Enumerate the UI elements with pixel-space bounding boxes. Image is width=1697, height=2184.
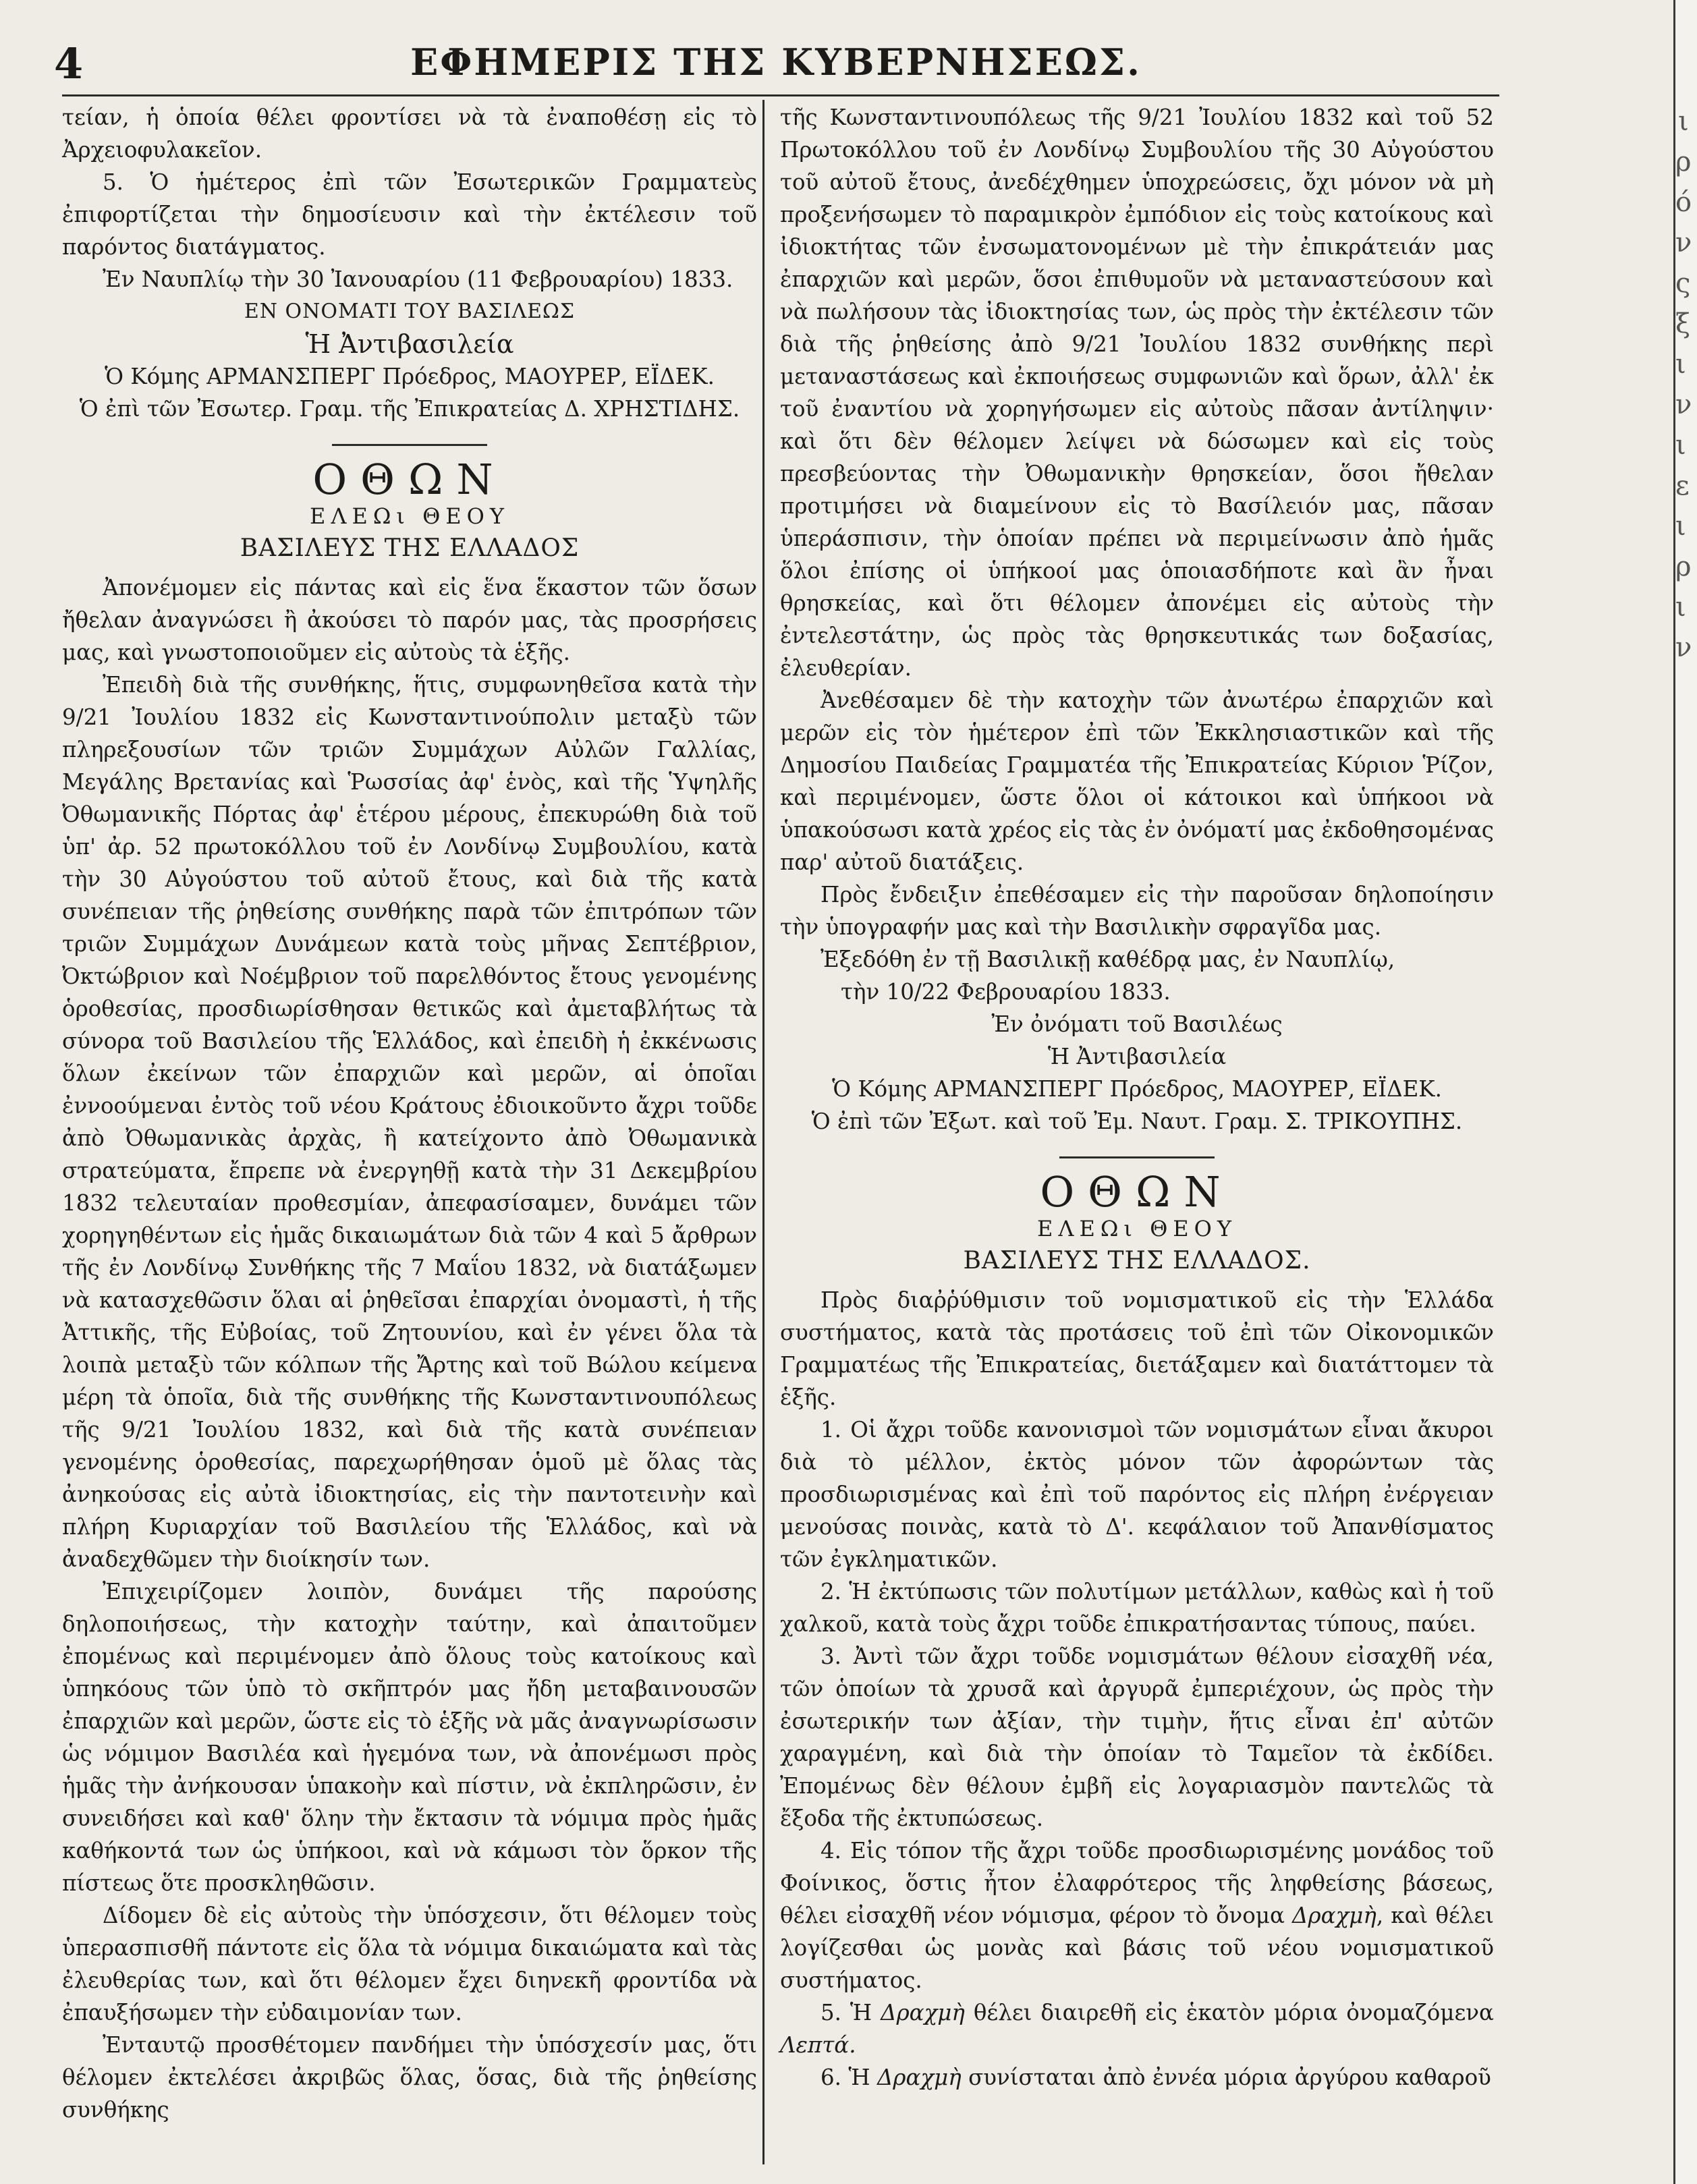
article: 3. Ἀντὶ τῶν ἄχρι τοῦδε νομισμάτων θέλουν εἰσαχθῆ νέα, τῶν ὁποίων τὰ χρυσᾶ καὶ ἀργυρᾶ ἐμπεριέχουν, ὡς πρὸς τὴν ἐσωτερικήν των ἀξίαν, τὴν τιμὴν, ἥτις εἶναι ἐπ' αὐτῶν χαραγμένη, καὶ διὰ τὴν ὁποίαν τὸ Ταμεῖον τὰ ἐκδίδει. Ἐπομένως δὲν θέλουν ἐμβῆ εἰς λογαριασμὸν παντελῶς τὰ ἔξοδα τῆς ἐκτυπώσεως. (780, 1644, 1494, 1831)
article: 2. Ἡ ἐκτύπωσις τῶν πολυτίμων μετάλλων, καθὼς καὶ ἡ τοῦ χαλκοῦ, κατὰ τοὺς ἄχρι τοῦδε ἐπικρατήσαντας τύπους, παύει. (780, 1579, 1494, 1637)
paragraph: Ἐξεδόθη ἐν τῇ Βασιλικῇ καθέδρᾳ μας, ἐν Ναυπλίῳ, (820, 947, 1395, 972)
regency-heading: Ἡ Ἀντιβασιλεία (1047, 1044, 1227, 1069)
signature-line: Ὁ ἐπὶ τῶν Ἐσωτερ. Γραμ. τῆς Ἐπικρατείας Δ. ΧΡΗΣΤΙΔΗΣ. (79, 396, 740, 422)
page-number: 4 (54, 39, 84, 88)
column-divider (762, 100, 764, 2164)
king-name: ΟΘΩΝ (312, 455, 507, 504)
king-title: ΒΑΣΙΛΕΥΣ ΤΗΣ ΕΛΛΑΔΟΣ. (963, 1247, 1311, 1275)
header-rule (62, 94, 1499, 96)
by-grace-of-god: ΕΛΕΩι ΘΕΟΥ (1036, 1216, 1237, 1241)
decree-date: τὴν 10/22 Φεβρουαρίου 1833. (841, 979, 1171, 1005)
paragraph: Ἐνταυτῷ προσθέτομεν πανδήμει τὴν ὑπόσχεσίν μας, ὅτι θέλομεν ἐκτελέσει ἀκριβῶς ὅλας, ὅσας, διὰ τῆς ῥηθείσης συνθήκης (62, 2032, 757, 2123)
article-text: 5. Ἡ (820, 2000, 872, 2025)
adjacent-page-edge: ι ρ ό ν ς ξ ι ν ι ε ι ρ ι ν (1673, 0, 1697, 2184)
by-grace-of-god: ΕΛΕΩι ΘΕΟΥ (309, 503, 510, 529)
article-text: , καὶ θέλει λογίζεσθαι ὡς μονὰς καὶ βάσις τοῦ νέου νομισματικοῦ συστήματος. (780, 1903, 1494, 1993)
article: 1. Οἱ ἄχρι τοῦδε κανονισμοὶ τῶν νομισμάτων εἶναι ἄκυροι διὰ τὸ μέλλον, ἐκτὸς μόνον τῶν ἀφορώντων τὰς προσδιωρισμένας καὶ ἐπὶ τοῦ παρόντος εἰς πλήρη ἐνέργειαν μενούσας ποινὰς, κατὰ τὸ Δ'. κεφάλαιον τοῦ Ἀπανθίσματος τῶν ἐγκληματικῶν. (780, 1417, 1494, 1572)
left-column (62, 101, 757, 2126)
paragraph: Πρὸς διαῤῥύθμισιν τοῦ νομισματικοῦ εἰς τὴν Ἑλλάδα συστήματος, κατὰ τὰς προτάσεις τοῦ ἐπὶ τῶν Οἰκονομικῶν Γραμματέως τῆς Ἐπικρατείας, διετάξαμεν καὶ διατάττομεν τὰ ἑξῆς. (780, 1287, 1494, 1410)
article-text: θέλει διαιρεθῆ εἰς ἑκατὸν μόρια ὀνομαζόμενα (973, 2000, 1494, 2025)
right-column (780, 101, 1494, 2094)
currency-term: Λεπτά. (780, 2032, 856, 2058)
article-text: συνίσταται ἀπὸ ἐννέα μόρια ἀργύρου καθαροῦ (968, 2065, 1491, 2090)
running-head-title: ΕΦΗΜΕΡΙΣ ΤΗΣ ΚΥΒΕΡΝΗΣΕΩΣ. (410, 40, 1142, 84)
currency-term: Δραχμὴ (1292, 1903, 1376, 1928)
paragraph: Ἐπειδὴ διὰ τῆς συνθήκης, ἥτις, συμφωνηθεῖσα κατὰ τὴν 9/21 Ἰουλίου 1832 εἰς Κωνσταντινούπολιν μεταξὺ τῶν πληρεξουσίων τῶν τριῶν Συμμάχων Αὐλῶν Γαλλίας, Μεγάλης Βρετανίας καὶ Ῥωσσίας ἀφ' ἑνὸς, καὶ τῆς Ὑψηλῆς Ὀθωμανικῆς Πόρτας ἀφ' ἑτέρου μέρους, ἐπεκυρώθη διὰ τοῦ ὑπ' ἀρ. 52 πρωτοκόλλου τοῦ ἐν Λονδίνῳ Συμβουλίου, κατὰ τὴν 30 Αὐγούστου τοῦ αὐτοῦ ἔτους, καὶ διὰ τῆς κατὰ συνέπειαν τῆς ῥηθείσης συνθήκης παρὰ τῶν ἐπιτρόπων τῶν τριῶν Συμμάχων Δυνάμεων κατὰ τοὺς μῆνας Σεπτέβριον, Ὀκτώβριον καὶ Νοέμβριον τοῦ παρελθόντος ἔτους γενομένης ὁροθεσίας, προσδιωρίσθησαν θετικῶς καὶ ἀμεταβλήτως τὰ σύνορα τοῦ Βασιλείου τῆς Ἑλλάδος, καὶ ἐπειδὴ ἡ ἐκκένωσις ὅλων ἐκείνων τῶν ἐπαρχιῶν καὶ μερῶν, αἱ ὁποῖαι ἐννοούμεναι ἐντὸς τοῦ νέου Κράτους ἐδιοικοῦντο ἄχρι τοῦδε ἀπὸ Ὀθωμανικὰς ἀρχὰς, ἢ κατείχοντο ἀπὸ Ὀθωμανικὰ στρατεύματα, ἔπρεπε νὰ ἐνεργηθῇ κατὰ τὴν 31 Δεκεμβρίου 1832 τελευταίαν προθεσμίαν, ἀπεφασίσαμεν, δυνάμει τῶν χορηγηθέντων εἰς ἡμᾶς δικαιωμάτων διὰ τῶν 4 καὶ 5 ἄρθρων τῆς ἐν Λονδίνῳ Συνθήκης τῆς 7 Μαΐου 1832, νὰ διατάξωμεν νὰ κατασχεθῶσιν ὅλαι αἱ ῥηθεῖσαι ἐπαρχίαι ὀνομαστὶ, ἡ τῆς Ἀττικῆς, τῆς Εὐβοίας, τοῦ Ζητουνίου, καὶ ἐν γένει ὅλα τὰ λοιπὰ μεταξὺ τῶν κόλπων τῆς Ἄρτης καὶ τοῦ Βώλου κείμενα μέρη τὰ ὁποῖα, διὰ τῆς συνθήκης τῆς Κωνσταντινουπόλεως τῆς 9/21 Ἰουλίου 1832, καὶ διὰ τῆς κατὰ συνέπειαν γενομένης ὁροθεσίας, παρεχωρήθησαν ὁμοῦ μὲ ὅλας τὰς ἀνηκούσας εἰς αὐτὰ ἰδιοκτησίας, εἰς τὴν παντοτεινὴν καὶ πλήρη Κυριαρχίαν τοῦ Βασιλείου τῆς Ἑλλάδος, καὶ νὰ ἀναδεχθῶμεν τὴν διοίκησίν των. (62, 672, 757, 1572)
in-name-of-king: Ἐν ὀνόματι τοῦ Βασιλέως (991, 1011, 1283, 1037)
regency-heading: Ἡ Ἀντιβασιλεία (305, 329, 514, 359)
article (780, 2061, 1494, 2094)
paragraph: 5. Ὁ ἡμέτερος ἐπὶ τῶν Ἐσωτερικῶν Γραμματεὺς ἐπιφορτίζεται τὴν δημοσίευσιν καὶ τὴν ἐκτέλεσιν τοῦ παρόντος διατάγματος. (62, 169, 757, 260)
currency-term: Δραχμὴ (877, 2065, 962, 2090)
article (780, 1996, 1494, 2061)
signature-line: Ὁ Κόμης ΑΡΜΑΝΣΠΕΡΓ Πρόεδρος, ΜΑΟΥΡΕΡ, ΕΪΔΕΚ. (105, 364, 715, 389)
paragraph: Ἀπονέμομεν εἰς πάντας καὶ εἰς ἕνα ἕκαστον τῶν ὅσων ἤθελαν ἀναγνώσει ἢ ἀκούσει τὸ παρόν μας, τὰς προσρήσεις μας, καὶ γνωστοποιοῦμεν εἰς αὐτοὺς τὰ ἑξῆς. (62, 575, 757, 665)
paragraph: Ἐπιχειρίζομεν λοιπὸν, δυνάμει τῆς παρούσης δηλοποιήσεως, τὴν κατοχὴν ταύτην, καὶ ἀπαιτοῦμεν ἐπομένως καὶ περιμένομεν ἀπὸ ὅλους τοὺς κατοίκους καὶ ὑπηκόους τῶν ὑπὸ τὸ σκῆπτρόν μας ἤδη μεταβαινουσῶν ἐπαρχιῶν καὶ μερῶν, ὥστε εἰς τὸ ἑξῆς νὰ μᾶς ἀναγνωρίσωσιν ὡς νόμιμον Βασιλέα καὶ ἡγεμόνα των, νὰ ἀπονέμωσι πρὸς ἡμᾶς τὴν ἀνήκουσαν ὑπακοὴν καὶ πίστιν, νὰ ἐκπληρῶσιν, ἐν συνειδήσει καὶ καθ' ὅλην τὴν ἔκτασιν τὰ νόμιμα πρὸς ἡμᾶς καθήκοντά των ὡς ὑπήκοοι, καὶ νὰ κάμωσι τὸν ὅρκον τῆς πίστεως ὅτε προσκληθῶσιν. (62, 1579, 757, 1896)
currency-term: Δραχμὴ (881, 2000, 965, 2025)
decree-date: Ἐν Ναυπλίῳ τὴν 30 Ἰανουαρίου (11 Φεβρουαρίου) 1833. (103, 267, 733, 292)
article (780, 1835, 1494, 1996)
in-name-of-king: ΕΝ ΟΝΟΜΑΤΙ ΤΟΥ ΒΑΣΙΛΕΩΣ (244, 300, 576, 323)
paragraph: τείαν, ἡ ὁποία θέλει φροντίσει νὰ τὰ ἐναποθέσῃ εἰς τὸ Ἀρχειοφυλακεῖον. (62, 105, 757, 163)
paragraph: τῆς Κωνσταντινουπόλεως τῆς 9/21 Ἰουλίου 1832 καὶ τοῦ 52 Πρωτοκόλλου τοῦ ἐν Λονδίνῳ Συμβουλίου τῆς 30 Αὐγούστου τοῦ αὐτοῦ ἔτους, ἀνεδέχθημεν ὑποχρεώσεις, ὄχι μόνον νὰ μὴ προξενήσωμεν τὸ παραμικρὸν ἐμπόδιον εἰς τοὺς κατοίκους καὶ ἰδιοκτήτας τῶν ἐνσωματονομένων μὲ τὴν ἐπικράτειάν μας ἐπαρχιῶν καὶ μερῶν, ὅσοι ἐπιθυμοῦν νὰ μεταναστεύσουν καὶ νὰ πωλήσουν τὰς ἰδιοκτησίας των, ὡς πρὸς τὴν ἐκτέλεσιν τῶν διὰ τῆς ῥηθείσης ἀπὸ 9/21 Ἰουλίου 1832 συνθήκης περὶ μεταναστάσεως καὶ ἐκποιήσεως συμφωνιῶν καὶ ὅρων, ἀλλ' ἐκ τοῦ ἐναντίου νὰ χορηγήσωμεν εἰς αὐτοὺς πᾶσαν ἀντίληψιν· καὶ ὅτι δὲν θέλομεν λείψει νὰ δώσωμεν καὶ εἰς τοὺς πρεσβεύοντας τὴν Ὀθωμανικὴν θρησκείαν, ὅσοι ἤθελαν προτιμήσει νὰ διαμείνουν εἰς τὸ Βασίλειόν μας, πᾶσαν ὑπεράσπισιν, τὴν ὁποίαν πρέπει νὰ περιμείνωσιν ἀπὸ ἡμᾶς ὅλοι ἐπίσης οἱ ὑπήκοοί μας ὁποιασδήποτε καὶ ἂν ἦναι θρησκείας, καὶ ὅτι θέλομεν ἀπονέμει εἰς αὐτοὺς τὴν ἐντελεστάτην, ὡς πρὸς τὰς θρησκευτικάς των δοξασίας, ἐλευθερίαν. (780, 105, 1494, 681)
signature-line: Ὁ ἐπὶ τῶν Ἐξωτ. καὶ τοῦ Ἐμ. Ναυτ. Γραμ. Σ. ΤΡΙΚΟΥΠΗΣ. (811, 1109, 1463, 1134)
king-name: ΟΘΩΝ (1040, 1167, 1234, 1216)
paragraph: Ἀνεθέσαμεν δὲ τὴν κατοχὴν τῶν ἀνωτέρω ἐπαρχιῶν καὶ μερῶν εἰς τὸν ἡμέτερον ἐπὶ τῶν Ἐκκλησιαστικῶν καὶ τῆς Δημοσίου Παιδείας Γραμματέα τῆς Ἐπικρατείας Κύριον Ῥίζον, καὶ περιμένομεν, ὥστε ὅλοι οἱ κάτοικοι καὶ ὑπήκοοι νὰ ὑπακούσωσι κατὰ χρέος εἰς τὰς ἐν ὀνόματί μας ἐκδοθησομένας παρ' αὐτοῦ διατάξεις. (780, 688, 1494, 875)
paragraph: Πρὸς ἔνδειξιν ἐπεθέσαμεν εἰς τὴν παροῦσαν δηλοποίησιν τὴν ὑπογραφήν μας καὶ τὴν Βασιλικὴν σφραγῖδα μας. (780, 882, 1494, 940)
section-separator (332, 444, 487, 446)
article-text: 6. Ἡ (820, 2065, 870, 2090)
paragraph: Δίδομεν δὲ εἰς αὐτοὺς τὴν ὑπόσχεσιν, ὅτι θέλομεν τοὺς ὑπερασπισθῆ πάντοτε εἰς ὅλα τὰ νόμιμα δικαιώματα καὶ τὰς ἐλευθερίας των, καὶ ὅτι θέλομεν ἔχει διηνεκῆ φροντίδα νὰ ἐπαυξήσωμεν τὴν εὐδαιμονίαν των. (62, 1903, 757, 2025)
article-text: 4. Εἰς τόπον τῆς ἄχρι τοῦδε προσδιωρισμένης μονάδος τοῦ Φοίνικος, ὅστις ἦτον ἐλαφρότερος τῆς ληφθείσης βάσεως, θέλει εἰσαχθῆ νέον νόμισμα, φέρον τὸ ὄνομα (780, 1838, 1494, 1928)
king-title: ΒΑΣΙΛΕΥΣ ΤΗΣ ΕΛΛΑΔΟΣ (240, 534, 580, 562)
signature-line: Ὁ Κόμης ΑΡΜΑΝΣΠΕΡΓ Πρόεδρος, ΜΑΟΥΡΕΡ, ΕΪΔΕΚ. (832, 1076, 1442, 1102)
section-separator (1059, 1156, 1215, 1158)
